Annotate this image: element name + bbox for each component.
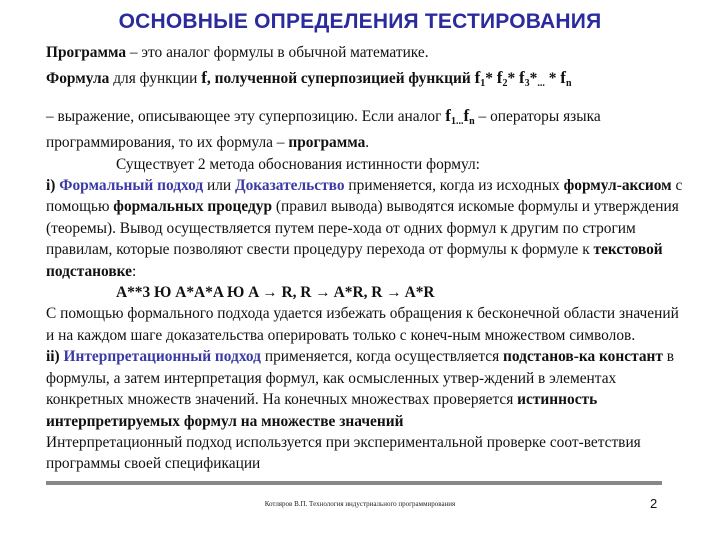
last-paragraph: Интерпретационный подход используется при экспериментальной проверке соот-ветствия программы своей спецификации [46,433,641,473]
program-definition [46,42,686,63]
formula-fn: f [560,68,566,88]
interp-text-2: в формулы, а затем интерпретация формул, как осмысленных утвер-ждений в элементах конкретных множеств значений. На конечных множествах проверяется [46,348,675,409]
formula-sub-1: 1 [480,78,486,90]
expr-program-term: программа [288,134,366,152]
formal-number: i) [46,177,60,195]
constant-substitution-term: подстанов-ка констант [503,348,663,366]
formula-text-2: , полученной суперпозицией функций [206,70,475,88]
expr-text-3: . [365,134,370,152]
axiom-formulas-term: формул-аксиом [563,177,672,195]
formal-or: или [203,177,235,195]
truth-of-formulas-term: истинность интерпретируемых формул на множестве значений [46,391,598,430]
expr-fn: f [463,105,470,125]
formula-f3: f [519,68,525,88]
page-title: ОСНОВНЫЕ ОПРЕДЕЛЕНИЯ ТЕСТИРОВАНИЯ [118,10,602,33]
formal-text-1: применяется, когда из исходных [344,177,564,195]
formal-approach-term: Формальный подход [59,177,204,195]
interp-number: ii) [46,348,64,366]
formula-mul-2: * [507,70,519,88]
interpretation-approach-paragraph [46,346,686,432]
formula-sub-n: n [565,78,572,90]
expr-dots: ... [455,115,464,127]
interp-text-1: применяется, когда осуществляется [260,348,504,366]
expr-text-2: – операторы языка программирования, то их формула – [46,107,601,152]
expr-text-1: – выражение, описывающее эту суперпозицию. Если аналог [46,107,446,125]
page-number: 2 [650,496,658,511]
formula-term: Формула [46,70,110,88]
formal-text-3: (правил вывода) выводятся искомые формулы и утверждения (теоремы). Вывод осуществляется путем пере-хода от одних формул к другим по строгим правилам, которые позволяют свести процедуру перехода от формулы к формуле к [46,198,679,259]
expr-f1: f [445,105,451,125]
slide-body [46,42,686,475]
text-substitution-term: текстовой подстановке [46,241,663,280]
interpretation-approach-term: Интерпретационный подход [63,348,261,366]
formula-definition [46,67,686,94]
rewrite-rule-line: A**3 Ю A*A*A Ю A → R, R → A*R, R → A*R [116,284,435,302]
formula-dots: ... [537,78,545,90]
formal-procedures-term: формальных процедур [113,198,273,216]
formal-text-4: : [132,262,137,280]
formula-sub-2: 2 [502,78,508,90]
footer-author: Котляров В.П. Технология индустриального программирования [264,500,456,508]
formula-f: f [201,68,207,88]
formula-mul-1: * [485,70,497,88]
expr-sub-1: 1 [450,115,456,127]
formula-f2: f [496,68,503,88]
proof-term: Доказательство [234,177,345,195]
formal-text-2: с помощью [46,177,683,216]
formula-f1: f [474,68,481,88]
formula-mul-3: * [529,70,538,88]
formula-mul-4: * [544,70,561,88]
divider-bar [46,481,662,485]
formal-approach-paragraph [46,175,686,282]
program-term: Программа [46,44,127,61]
program-text: – это аналог формулы в обычной математике. [126,44,429,61]
formal-after-paragraph: С помощью формального подхода удается избежать обращения к бесконечной области значений и на каждом шаге доказательства оперировать только с конеч-ным множеством символов. [46,305,679,344]
expression-paragraph [46,105,686,154]
formula-sub-3: 3 [524,78,530,90]
formula-text-1: для функции [109,70,202,88]
expr-sub-n: n [469,115,475,127]
methods-intro: Существует 2 метода обоснования истинности формул: [116,155,480,173]
